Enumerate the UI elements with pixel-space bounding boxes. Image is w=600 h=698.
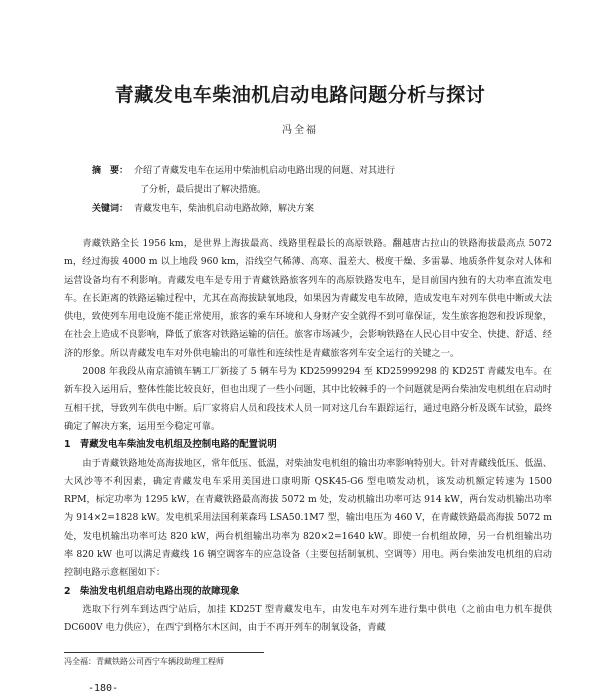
abstract-text-1: 介绍了青藏发电车在运用中柴油机启动电路出现的问题、对其进行	[134, 166, 396, 176]
paragraph-intro: 青藏铁路全长 1956 km，是世界上海拔最高、线路里程最长的高原铁路。翻越唐古拉山的铁路海拔最高点 5072 m，经过海拔 4000 m 以上地段 960 km，沿线空气稀薄、高寒、温差大、极度干燥、多雷暴、地质条件复杂对人体和运营设备均有不利影响。青藏发电车是专用于青藏铁路旅客列车的高原铁路发电车，是目前国内独有的大功率直流发电车。在长距离的铁路运输过程中，尤其在高海拔缺氧地段，如果因为青藏发电车故障，造成发电车对列车供电中断或大法供电，致使列车用电设施不能正常使用，旅客的乘车环境和人身财产安全就得不到可靠保证，发生旅客抱怨和投诉现象，在社会上造成不良影响，降低了旅客对铁路运输的信任。旅客市场减少，会影响铁路在人民心目中安全、快捷、舒适、经济的形象。所以青藏发电车对外供电输出的可靠性和连续性是青藏旅客列车安全运行的关键之一。	[64, 238, 552, 359]
body-text	[64, 235, 552, 638]
paragraph-2008: 2008 年我段从南京浦镇车辆工厂新接了 5 辆车号为 KD25999294 至 KD25999298 的 KD25T 青藏发电车。在新车投入运用后，整体性能比较良好，但也出现了一些小问题，其中比较棘手的一个问题就是两台柴油发电机组在启动时互相干扰，导致列车供电中断。后厂家将启人员和段技术人员一同对这几台车跟踪运行，通过电路分析及既车试验，最终确定了解决方案，运用至今稳定可靠。	[64, 366, 552, 432]
section-heading-2: 2 柴油发电机组启动电路出现的故障现象	[64, 585, 240, 597]
paragraph-fault: 选取下行列车到达西宁站后，加挂 KD25T 型青藏发电车，由发电车对列车进行集中供电（之前由电力机车提供 DC600V 电力供应），在西宁到格尔木区间，由于不再开列车的制氧设备，青藏	[64, 603, 552, 634]
keywords-line	[92, 200, 532, 219]
abstract-block	[92, 162, 532, 219]
keywords-label: 关键词：	[92, 204, 129, 214]
paragraph-config: 由于青藏铁路地处高海拔地区，常年低压、低温，对柴油发电机组的输出功率影响特别大。针对青藏线低压、低温、大风沙等不利因素，确定青藏发电车采用美国进口康明斯 QSK45-G6 型电喷发动机，该发动机额定转速为 1500 RPM，标定功率为 1295 kW，在青藏铁路最高海拔 5072 m 处，发动机输出功率可达 914 kW，两台发动机输出功率为 914×2=1828 kW。发电机采用法国利莱森玛 LSA50.1M7 型，输出电压为 460 V，在青藏铁路最高海拔 5072 m 处，发电机输出功率可达 820 kW，两台机组输出功率为 820×2=1640 kW。即使一台机组故障，另一台机组输出功率 820 kW 也可以满足青藏线 16 辆空调客车的应急设备（主要包括制氧机、空调等）用电。两台柴油发电机组的启动控制电路示意框图如下：	[64, 457, 552, 579]
footnote-divider	[64, 652, 264, 653]
section-heading-1: 1 青藏发电车柴油发电机组及控制电路的配置说明	[64, 439, 277, 451]
keywords-text: 青藏发电车，柴油机启动电路故障，解决方案	[134, 204, 315, 214]
paper-title: 青藏发电车柴油机启动电路问题分析与探讨	[114, 84, 486, 106]
abstract-label: 摘 要：	[92, 166, 129, 176]
author-name: 冯全福	[282, 125, 318, 136]
abstract-text-2: 了分析，最后提出了解决措施。	[140, 185, 267, 195]
abstract-line	[92, 162, 532, 181]
page-number: -180-	[88, 683, 119, 694]
author-footnote: 冯全福：青藏铁路公司西宁车辆段助理工程师	[64, 657, 224, 666]
